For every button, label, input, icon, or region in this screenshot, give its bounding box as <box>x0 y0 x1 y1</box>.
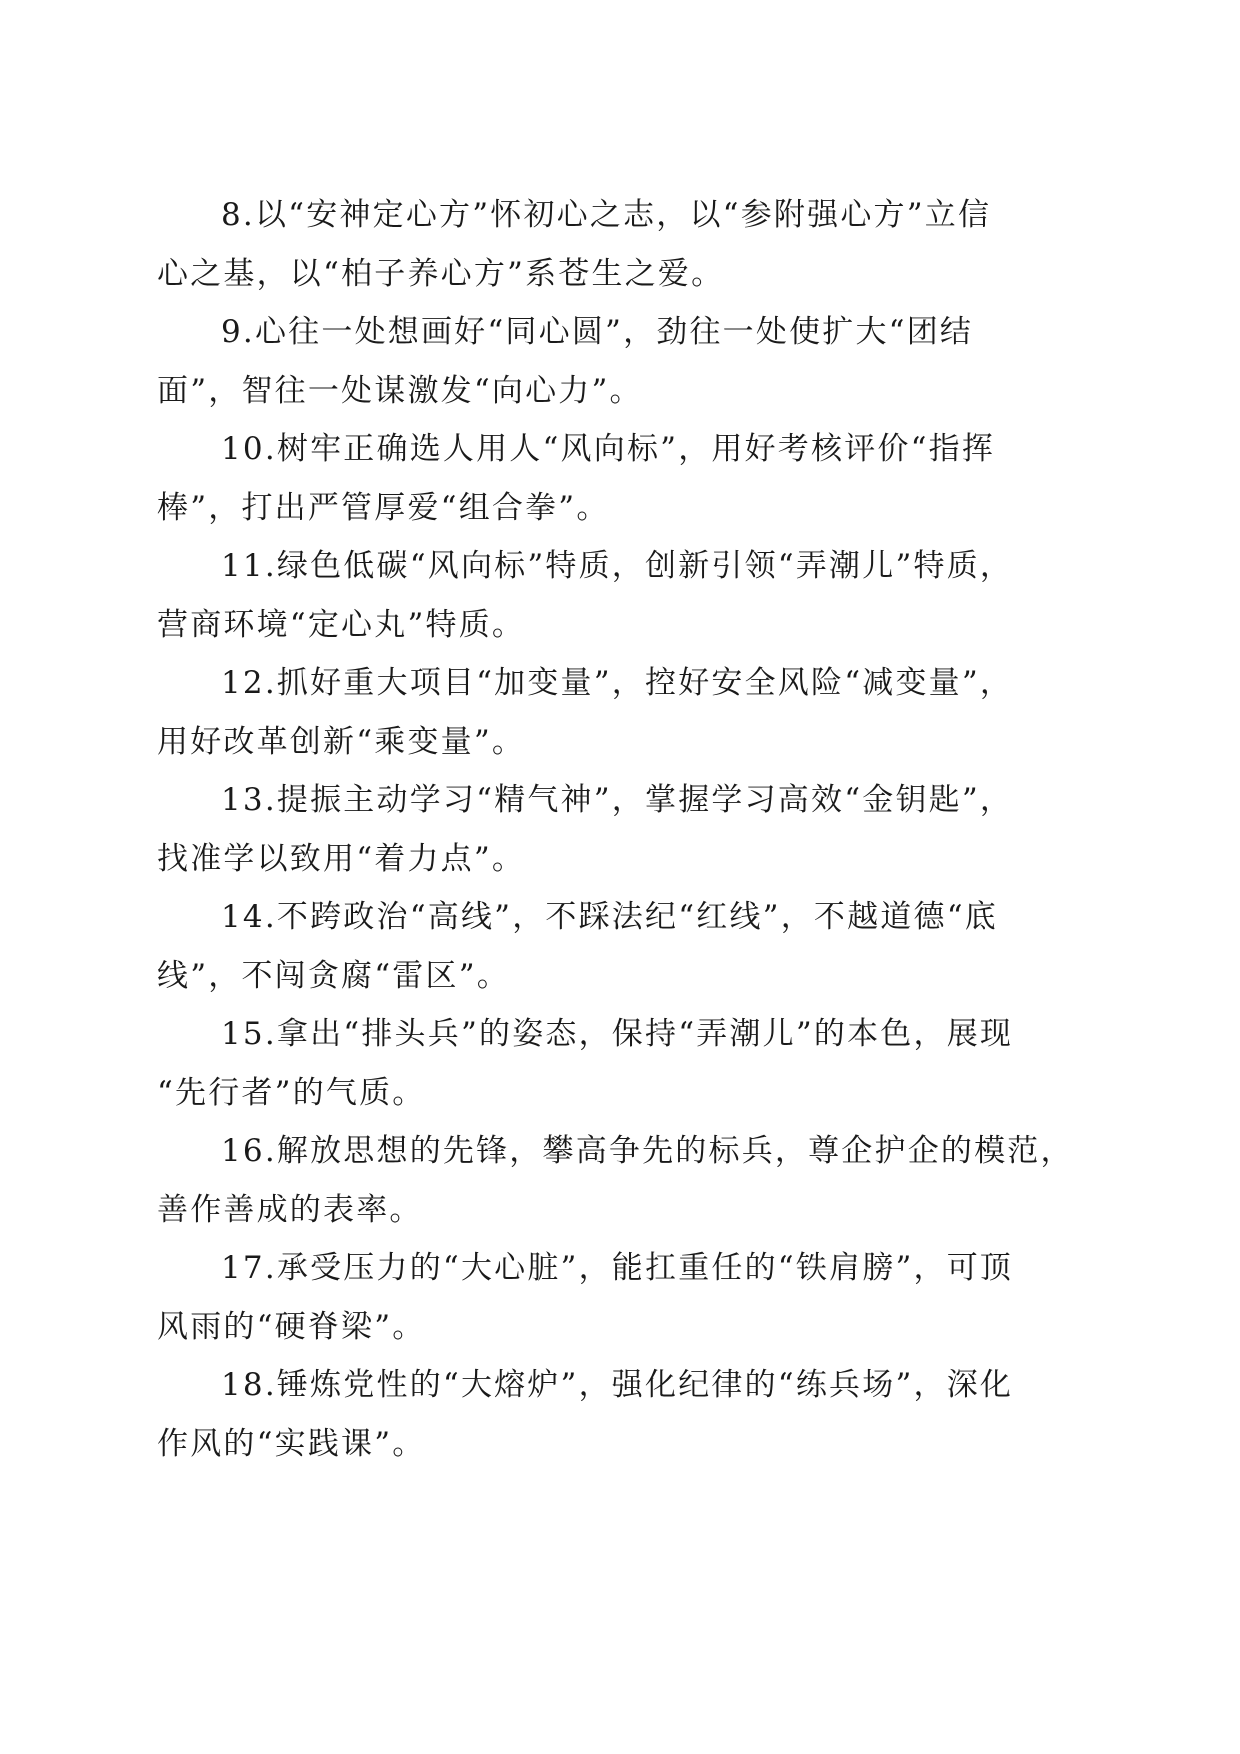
paragraph-8 <box>157 186 1077 303</box>
paragraph-line: 心之基，以“柏子养心方”系苍生之爱。 <box>157 255 725 292</box>
paragraph-line: 用好改革创新“乘变量”。 <box>157 723 526 760</box>
paragraph-line: “先行者”的气质。 <box>157 1074 426 1111</box>
paragraph-16 <box>157 1122 1077 1239</box>
paragraph-line: 12.抓好重大项目“加变量”，控好安全风险“减变量”， <box>221 665 1014 701</box>
paragraph-11 <box>157 537 1077 654</box>
paragraph-line: 线”，不闯贪腐“雷区”。 <box>157 957 510 994</box>
paragraph-14 <box>157 888 1077 1005</box>
paragraph-10 <box>157 420 1077 537</box>
paragraph-line: 风雨的“硬脊梁”。 <box>157 1308 426 1345</box>
paragraph-line: 8.以“安神定心方”怀初心之志，以“参附强心方”立信 <box>221 197 992 233</box>
paragraph-13 <box>157 771 1077 888</box>
paragraph-line: 营商环境“定心丸”特质。 <box>157 606 526 643</box>
paragraph-line: 棒”，打出严管厚爱“组合拳”。 <box>157 489 610 526</box>
document-body <box>157 186 1077 1473</box>
paragraph-line: 善作善成的表率。 <box>157 1191 423 1228</box>
paragraph-line: 14.不跨政治“高线”，不踩法纪“红线”，不越道德“底 <box>221 899 998 935</box>
paragraph-line: 作风的“实践课”。 <box>157 1425 426 1462</box>
paragraph-line: 13.提振主动学习“精气神”，掌握学习高效“金钥匙”， <box>221 782 1014 818</box>
paragraph-line: 17.承受压力的“大心脏”，能扛重任的“铁肩膀”，可顶 <box>221 1250 1014 1286</box>
paragraph-line: 15.拿出“排头兵”的姿态，保持“弄潮儿”的本色，展现 <box>221 1016 1014 1052</box>
paragraph-15 <box>157 1005 1077 1122</box>
paragraph-18 <box>157 1356 1077 1473</box>
paragraph-9 <box>157 303 1077 420</box>
paragraph-line: 11.绿色低碳“风向标”特质，创新引领“弄潮儿”特质， <box>221 548 1014 584</box>
paragraph-line: 面”，智往一处谋激发“向心力”。 <box>157 372 643 409</box>
paragraph-line: 16.解放思想的先锋，攀高争先的标兵，尊企护企的模范， <box>221 1133 1074 1169</box>
paragraph-12 <box>157 654 1077 771</box>
paragraph-line: 找准学以致用“着力点”。 <box>157 840 526 877</box>
paragraph-line: 9.心往一处想画好“同心圆”，劲往一处使扩大“团结 <box>221 314 974 350</box>
paragraph-17 <box>157 1239 1077 1356</box>
paragraph-line: 10.树牢正确选人用人“风向标”，用好考核评价“指挥 <box>221 431 996 467</box>
paragraph-line: 18.锤炼党性的“大熔炉”，强化纪律的“练兵场”，深化 <box>221 1367 1014 1403</box>
